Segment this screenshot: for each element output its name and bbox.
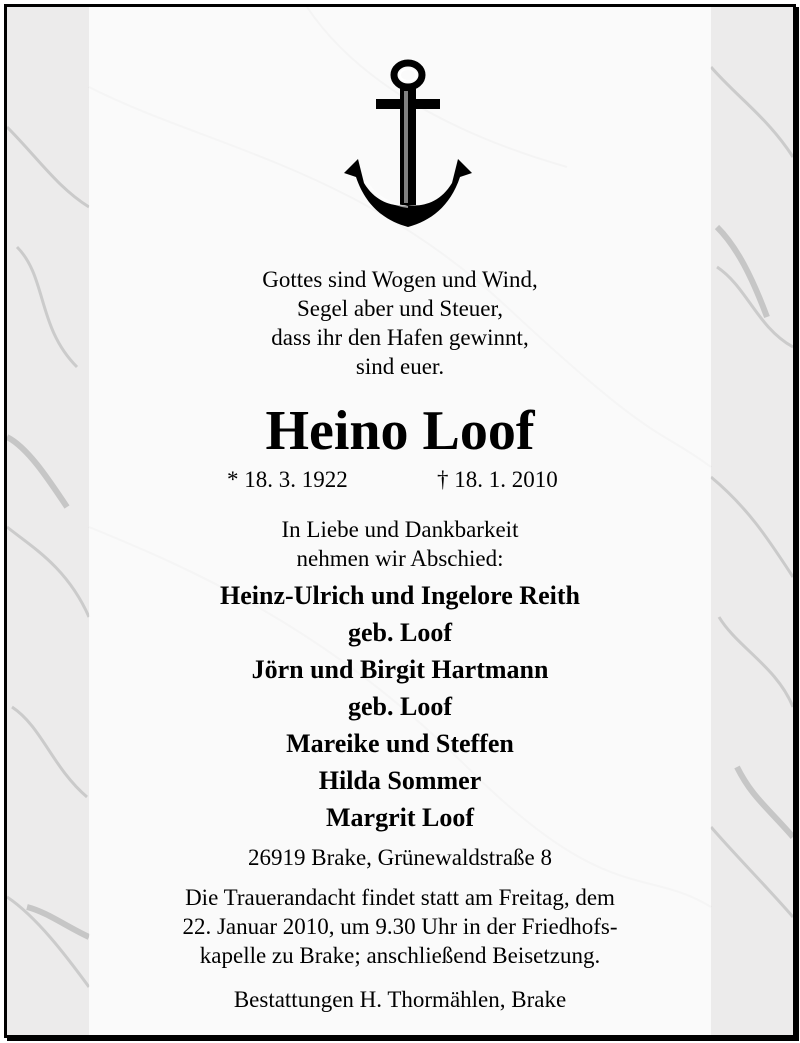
service-line: kapelle zu Brake; anschließend Beisetzung. [199, 943, 601, 968]
family-member: geb. Loof [348, 618, 452, 647]
deceased-name: Heino Loof [265, 400, 535, 462]
death-date: † 18. 1. 2010 [437, 467, 558, 492]
family-address: 26919 Brake, Grünewaldstraße 8 [247, 845, 553, 870]
undertaker: Bestattungen H. Thormählen, Brake [233, 987, 567, 1012]
verse-line: sind euer. [355, 354, 445, 379]
family-member: Jörn und Birgit Hartmann [251, 655, 549, 684]
family-list [89, 577, 711, 836]
intro-line: In Liebe und Dankbarkeit [281, 517, 519, 542]
verse-line: Gottes sind Wogen und Wind, [262, 267, 538, 292]
family-member: Heinz-Ulrich und Ingelore Reith [220, 581, 580, 610]
obituary-frame [4, 4, 796, 1038]
family-member: geb. Loof [348, 692, 452, 721]
intro-line: nehmen wir Abschied: [296, 546, 504, 571]
verse-line: dass ihr den Hafen gewinnt, [271, 325, 529, 350]
family-member: Margrit Loof [325, 803, 474, 832]
obituary-content [89, 7, 711, 1035]
farewell-intro [89, 515, 711, 573]
birth-date: * 18. 3. 1922 [227, 467, 348, 492]
family-member: Hilda Sommer [318, 766, 482, 795]
anchor-icon [336, 55, 476, 230]
service-info [89, 883, 711, 970]
verse-line: Segel aber und Steuer, [296, 296, 503, 321]
service-line: 22. Januar 2010, um 9.30 Uhr in der Friedhofs- [182, 914, 618, 939]
service-line: Die Trauerandacht findet statt am Freitag, dem [185, 885, 615, 910]
family-member: Mareike und Steffen [286, 729, 514, 758]
verse [89, 265, 711, 381]
